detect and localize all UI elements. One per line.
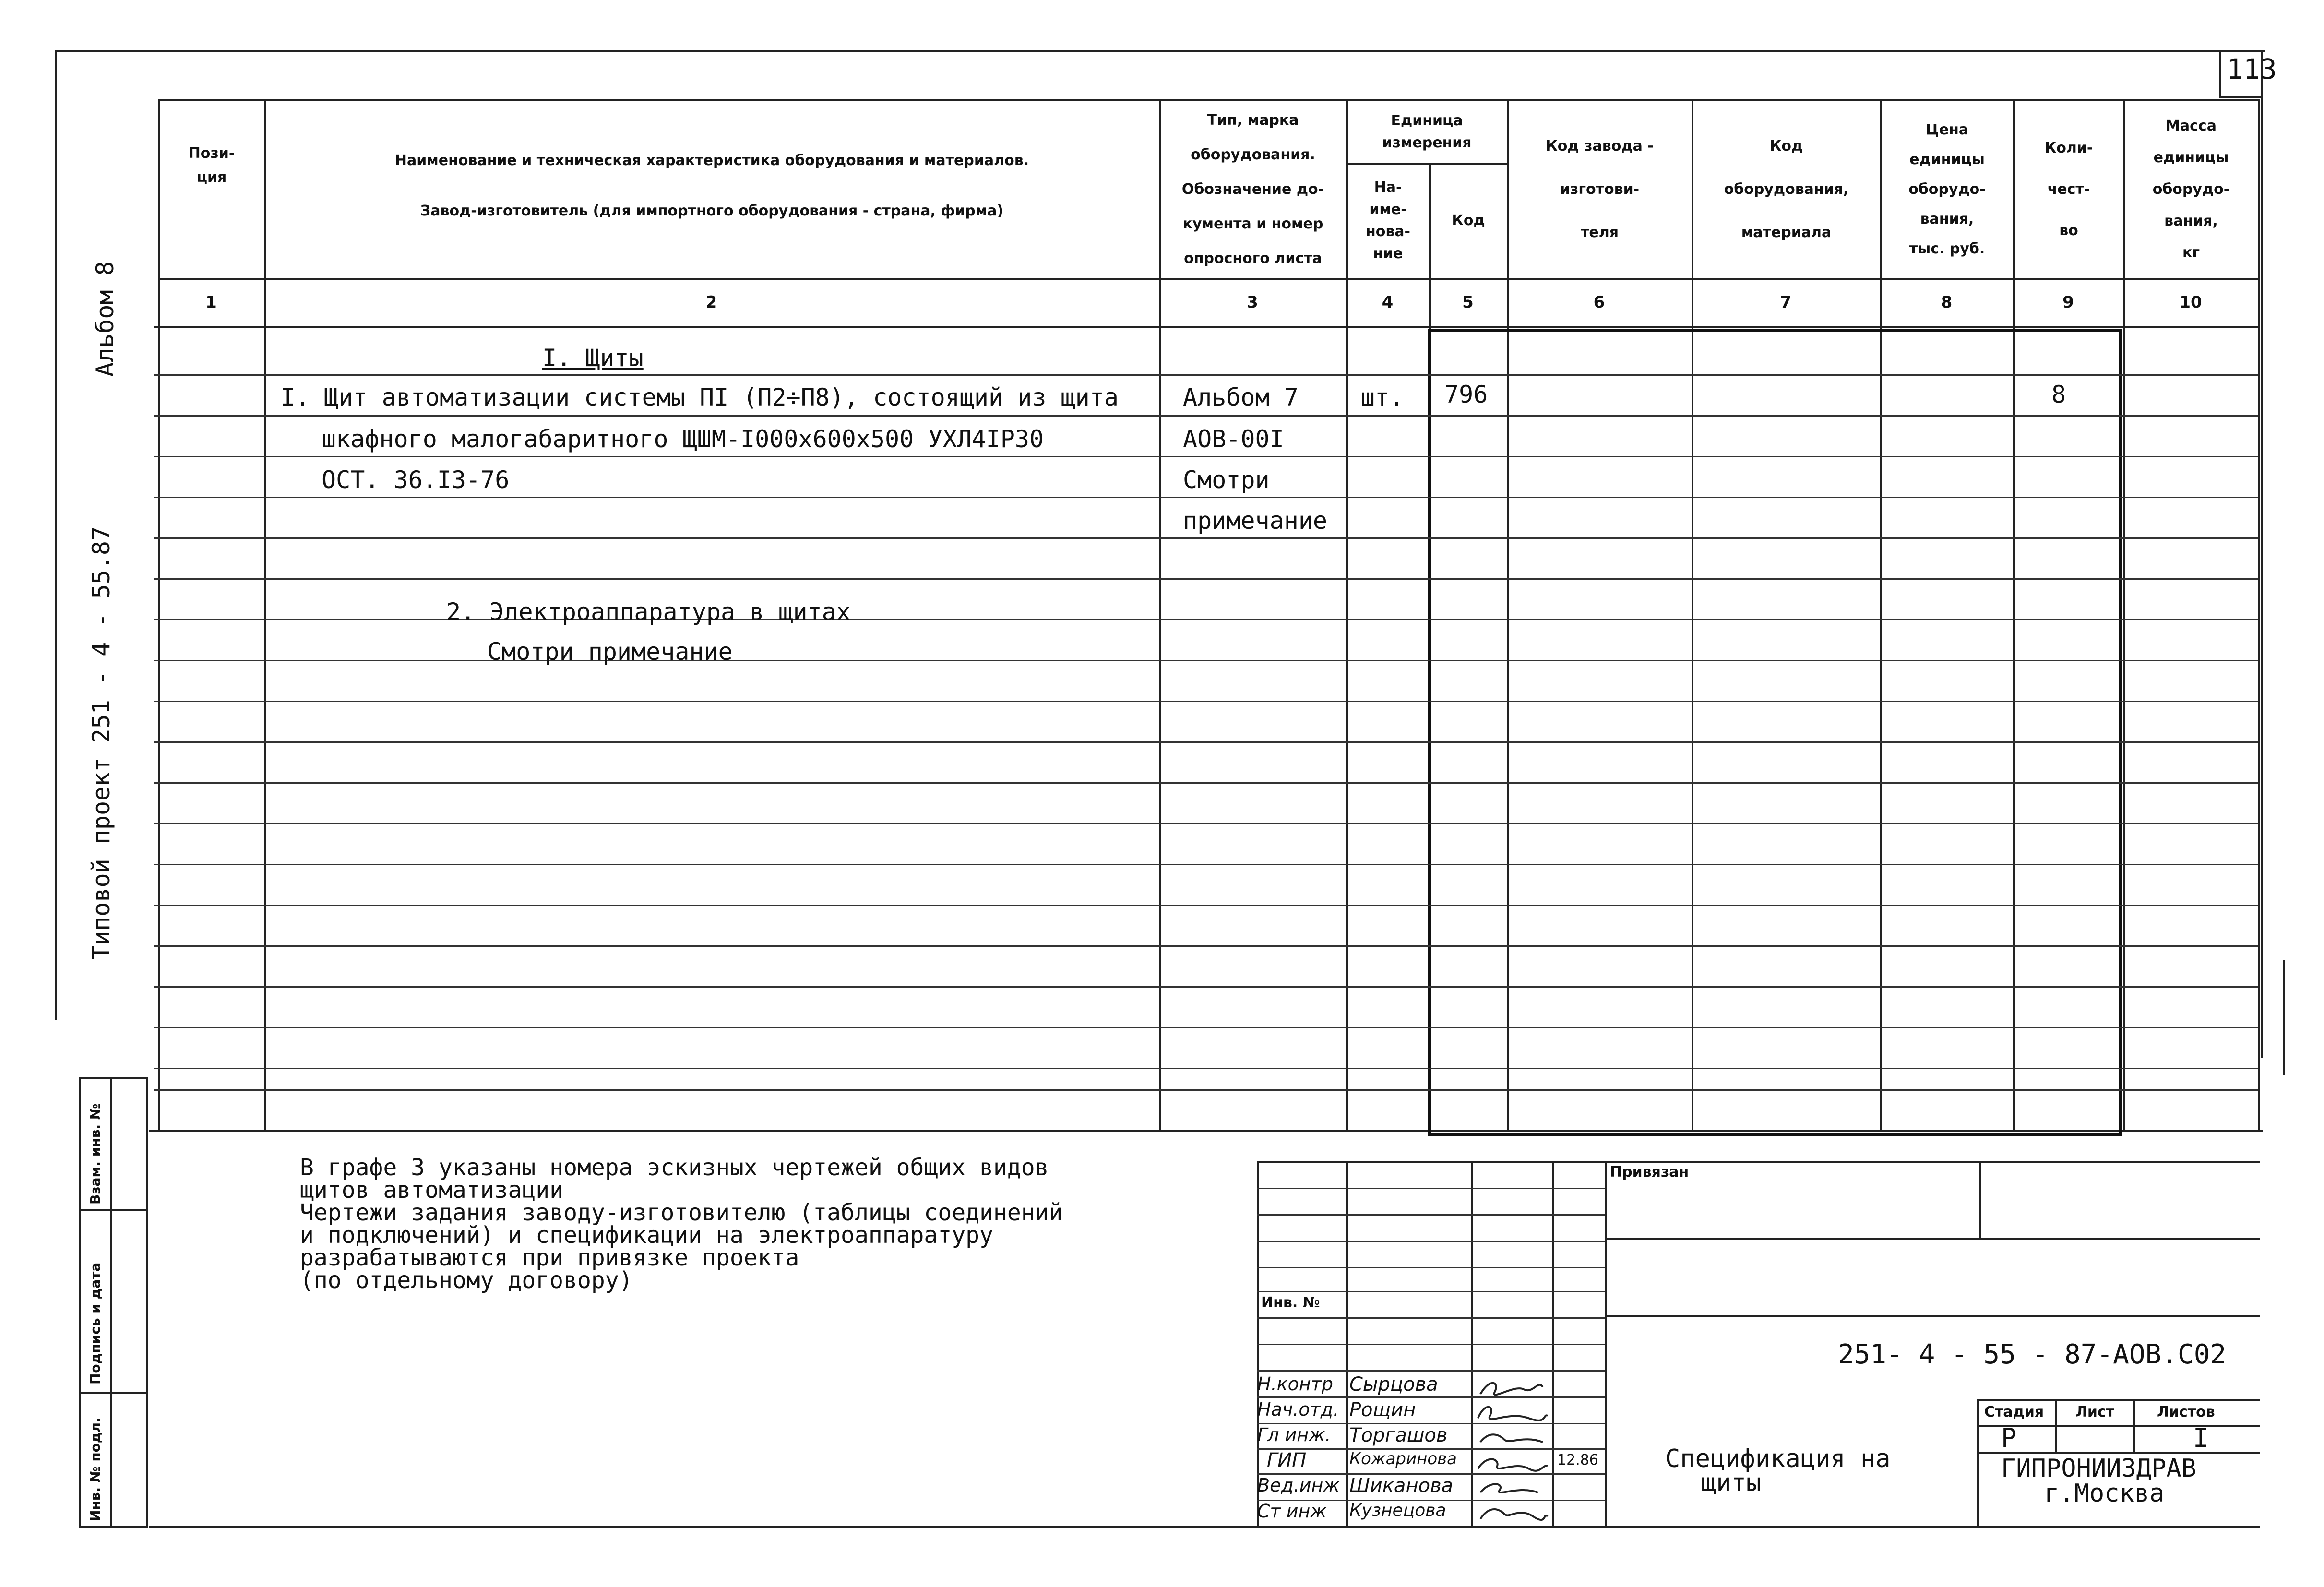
stage-value: Р	[2001, 1423, 2017, 1453]
table-row-line	[154, 986, 2258, 988]
sheet-label: Лист	[2075, 1404, 2115, 1420]
frame-top-line	[55, 50, 2265, 52]
col-number: 9	[2062, 293, 2074, 312]
table-numbers-bottom-line	[154, 326, 2258, 328]
col-line	[2258, 99, 2260, 1130]
row-item-col4: шт.	[1360, 383, 1404, 411]
signer-name: Рощин	[1349, 1399, 1416, 1421]
row-item-col2: ОСТ. 36.I3-76	[322, 466, 510, 494]
unit-group-line	[1346, 163, 1507, 165]
row-item-col2: Смотри примечание	[487, 638, 733, 666]
table-row-line	[154, 497, 2258, 498]
table-row-line	[154, 1089, 2258, 1091]
signer-role: Гл инж.	[1257, 1424, 1331, 1445]
row-item-col5: 796	[1444, 381, 1488, 408]
col-number: 4	[1382, 293, 1394, 312]
titleblock-bottom-line	[149, 1526, 2260, 1528]
header-col4: На- име- нова- ние	[1365, 179, 1411, 262]
privyazan-label: Привязан	[1610, 1164, 1689, 1181]
titleblock-line	[1257, 1161, 2260, 1163]
header-col7: Код оборудования, материала	[1724, 138, 1849, 241]
row-item-col2: I. Щит автоматизации системы ПI (П2÷П8), состоящий из щита	[281, 383, 1119, 411]
thick-box-line	[1428, 1133, 2122, 1136]
sheets-value: I	[2193, 1423, 2209, 1453]
titleblock-line	[1977, 1452, 2260, 1454]
org-line1: ГИПРОНИИЗДРАВ	[2001, 1454, 2196, 1483]
thick-box-line	[2119, 330, 2122, 1135]
document-code: 251- 4 - 55 - 87-АОВ.С02	[1838, 1339, 2227, 1370]
org-line2: г.Москва	[2044, 1479, 2165, 1508]
note-line: щитов автоматизации	[300, 1177, 564, 1204]
titleblock-row	[1257, 1188, 1605, 1189]
sheets-label: Листов	[2157, 1404, 2215, 1420]
table-row-line	[154, 374, 2258, 376]
stamp-vzam: Взам. инв. №	[87, 1103, 103, 1205]
col-number: 2	[705, 293, 717, 312]
table-bottom-line	[149, 1130, 2263, 1132]
header-col3: Тип, марка оборудования. Обозначение до- кумента и номер опросного листа	[1181, 112, 1324, 267]
titleblock-line	[2055, 1399, 2057, 1452]
titleblock-row	[1257, 1370, 1605, 1372]
page-number-box-line	[2219, 50, 2221, 96]
header-col10: Масса единицы оборудо- вания, кг	[2152, 118, 2230, 261]
table-row-line	[154, 741, 2258, 743]
titleblock-row	[1257, 1344, 1605, 1345]
signer-role: Ст инж	[1257, 1501, 1327, 1522]
frame-right-line	[2261, 50, 2263, 1058]
row-item-col3: Смотри	[1183, 466, 1270, 494]
signer-name: Кожаринова	[1349, 1449, 1457, 1468]
table-header-bottom-line	[158, 278, 2258, 280]
table-top-line	[158, 99, 2258, 101]
col-number: 10	[2179, 293, 2202, 312]
album-label: Альбом 8	[91, 261, 119, 377]
signer-name: Кузнецова	[1349, 1501, 1446, 1520]
title-line2: щиты	[1701, 1468, 1762, 1497]
note-line: (по отдельному договору)	[300, 1267, 633, 1294]
table-row-line	[154, 945, 2258, 947]
table-row-line	[154, 823, 2258, 824]
stamp-strip-line	[79, 1209, 148, 1211]
stamp-strip-line	[79, 1392, 148, 1394]
stamp-strip-line	[79, 1526, 148, 1528]
titleblock-row	[1257, 1317, 1605, 1319]
table-row-line	[154, 782, 2258, 784]
signer-role: Н.контр	[1257, 1373, 1333, 1395]
header-col5: Код	[1452, 212, 1485, 229]
row-item-col9: 8	[2051, 381, 2066, 408]
signer-name: Шиканова	[1349, 1475, 1454, 1497]
header-col8: Цена единицы оборудо- вания, тыс. руб.	[1908, 121, 1986, 257]
titleblock-row	[1257, 1214, 1605, 1216]
header-unit-group: Единица измерения	[1382, 112, 1472, 151]
signatures-graphic	[1471, 1372, 1552, 1526]
table-row-line	[154, 660, 2258, 661]
project-label: Типовой проект 251 - 4 - 55.87	[87, 526, 115, 960]
header-col9: Коли- чест- во	[2044, 140, 2093, 239]
signer-role: ГИП	[1267, 1449, 1307, 1471]
titleblock-row	[1257, 1267, 1605, 1268]
signer-name: Торгашов	[1349, 1424, 1448, 1446]
table-row-line	[154, 1068, 2258, 1069]
note-line: разрабатываются при привязке проекта	[300, 1244, 799, 1271]
titleblock-line	[2133, 1399, 2135, 1452]
table-row-line	[154, 905, 2258, 906]
section-title-shields: I. Щиты	[542, 344, 644, 372]
row-item-col3: Альбом 7	[1183, 383, 1299, 411]
signer-role: Нач.отд.	[1257, 1399, 1339, 1420]
col-line	[264, 99, 266, 1130]
signer-name: Сырцова	[1349, 1373, 1438, 1396]
col-number: 1	[205, 293, 217, 312]
col-number: 5	[1462, 293, 1474, 312]
header-col6: Код завода - изготови- теля	[1546, 138, 1654, 241]
titleblock-row	[1257, 1291, 1605, 1292]
thick-box-line	[1428, 329, 2122, 332]
table-row-line	[154, 864, 2258, 865]
titleblock-line	[1979, 1161, 1981, 1238]
section-title-electro: 2. Электроаппаратура в щитах	[446, 598, 851, 626]
note-line: Чертежи задания заводу-изготовителю (таблицы соединений	[300, 1199, 1063, 1226]
col-number: 7	[1780, 293, 1792, 312]
titleblock-line	[1977, 1399, 2260, 1401]
stamp-strip-line	[79, 1077, 81, 1528]
stage-label: Стадия	[1984, 1404, 2044, 1420]
col-number: 3	[1247, 293, 1258, 312]
page-number-box-line	[2219, 96, 2263, 98]
titleblock-line	[1977, 1399, 1979, 1527]
signer-role: Вед.инж	[1257, 1475, 1340, 1496]
inv-no-label: Инв. №	[1261, 1294, 1320, 1311]
stamp-strip-line	[110, 1077, 112, 1528]
table-row-line	[154, 578, 2258, 580]
stamp-strip-line	[79, 1077, 148, 1079]
header-col2-line2: Завод-изготовитель (для импортного оборудования - страна, фирма)	[420, 203, 1004, 219]
table-row-line	[154, 1027, 2258, 1028]
titleblock-line	[1977, 1425, 2260, 1427]
table-row-line	[154, 537, 2258, 539]
frame-left-line	[55, 50, 57, 1020]
table-row-line	[154, 415, 2258, 417]
col-number: 6	[1593, 293, 1605, 312]
frame-right-tick	[2283, 960, 2285, 1075]
row-item-col2: шкафного малогабаритного ЩШМ-I000х600х500 УХЛ4IР30	[322, 425, 1044, 453]
col-line	[158, 99, 160, 1130]
row-item-col3: АОВ-00I	[1183, 425, 1284, 453]
table-row-line	[154, 456, 2258, 457]
sign-date: 12.86	[1557, 1452, 1598, 1468]
titleblock-line	[1605, 1161, 1607, 1527]
stamp-podpis: Подпись и дата	[87, 1262, 103, 1384]
titleblock-row	[1257, 1241, 1605, 1242]
note-line: В графе 3 указаны номера эскизных чертежей общих видов	[300, 1154, 1049, 1181]
titleblock-row	[1257, 1396, 1605, 1398]
note-line: и подключений) и спецификации на электроаппаратуру	[300, 1222, 993, 1249]
page-number: 113	[2227, 53, 2277, 85]
table-row-line	[154, 701, 2258, 702]
row-item-col3: примечание	[1183, 507, 1328, 535]
col-number: 8	[1941, 293, 1953, 312]
stamp-strip-line	[146, 1077, 148, 1528]
title-line1: Спецификация на	[1665, 1444, 1891, 1473]
header-col1: Пози- ция	[188, 145, 235, 186]
titleblock-line	[1605, 1238, 2260, 1240]
stamp-inv: Инв. № подл.	[87, 1417, 103, 1521]
titleblock-line	[1605, 1315, 2260, 1317]
header-col2-line1: Наименование и техническая характеристика оборудования и материалов.	[394, 152, 1029, 169]
thick-box-line	[1428, 330, 1431, 1135]
